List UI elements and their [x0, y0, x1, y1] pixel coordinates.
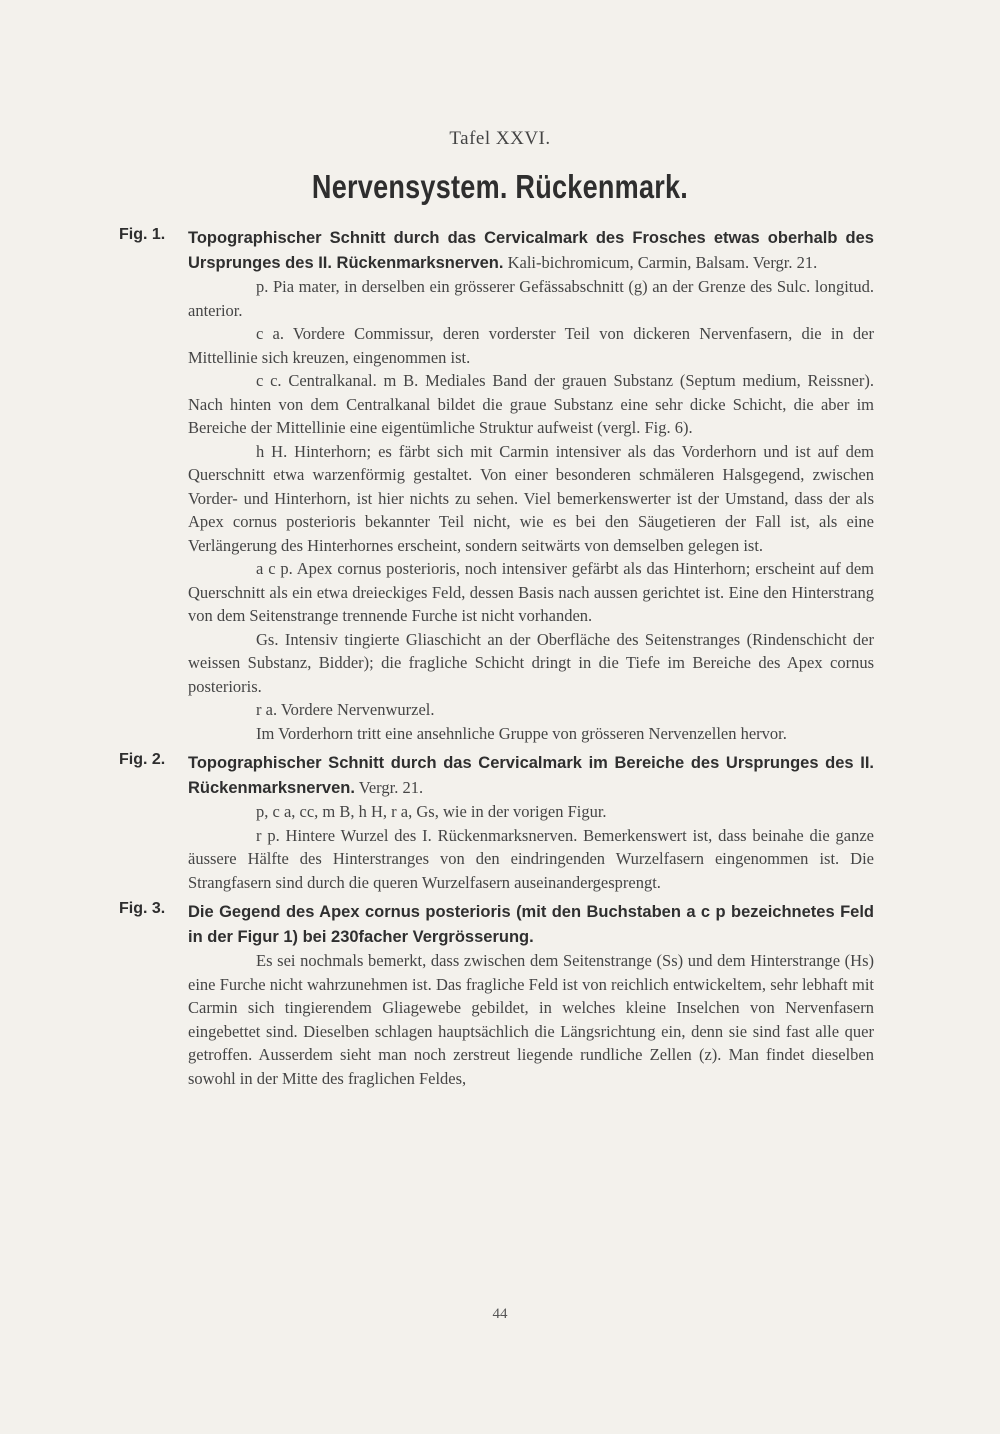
- figure-2-label: Fig. 2.: [119, 751, 166, 768]
- page-number: 44: [492, 1306, 508, 1322]
- figure-3-section: [0, 900, 1000, 1090]
- page-title: Nervensystem. Rückenmark.: [311, 168, 689, 205]
- figure-1-heading-bold: Topographischer Schnitt durch das Cervicalmark des Frosches etwas oberhalb des Ursprunges des II. Rückenmarksnerven.: [188, 229, 874, 272]
- figure-1-paragraph: c c. Centralkanal. m B. Mediales Band der grauen Substanz (Septum medium, Reissner). Nach hinten von dem Centralkanal bildet die graue Substanz eine sehr dicke Schicht, die aber im Bereiche der Mittellinie eine eigentümliche Struktur aufweist (vergl. Fig. 6).: [188, 371, 874, 437]
- page-body: [0, 226, 1000, 1090]
- figure-2-heading-bold: Topographischer Schnitt durch das Cervicalmark im Bereiche des Ursprunges des II. Rückenmarksnerven.: [188, 754, 874, 797]
- figure-3-heading-bold: Die Gegend des Apex cornus posterioris (mit den Buchstaben a c p bezeichnetes Feld in der Figur 1) bei 230facher Vergrösserung.: [188, 903, 874, 946]
- figure-2-paragraph: r p. Hintere Wurzel des I. Rückenmarksnerven. Bemerkenswert ist, dass beinahe die ganze äussere Hälfte des Hinterstranges von den eindringenden Wurzelfasern eingenommen ist. Die Strangfasern sind durch die queren Wurzelfasern auseinandergesprengt.: [188, 825, 874, 892]
- figure-1-paragraph: Gs. Intensiv tingierte Gliaschicht an der Oberfläche des Seitenstranges (Rindenschicht der weissen Substanz, Bidder); die fragliche Schicht dringt in die Tiefe im Bereiche des Apex cornus posterioris.: [188, 629, 874, 696]
- figure-1-paragraph: h H. Hinterhorn; es färbt sich mit Carmin intensiver als das Vorderhorn und ist auf dem Querschnitt etwa warzenförmig gestaltet. Von einer besonderen schmäleren Halsgegend, zwischen Vorder- und Hinterhorn, ist hier nichts zu sehen. Viel bemerkenswerter ist der Umstand, dass der als Apex cornus posterioris bekannter Teil nicht, wie es bei den Säugetieren der Fall ist, als eine Verlängerung des Hinterhornes erscheint, sondern seitwärts von demselben gelegen ist.: [188, 441, 874, 555]
- figure-2-heading-rest: Vergr. 21.: [358, 777, 424, 797]
- figure-1-paragraph: r a. Vordere Nervenwurzel.: [256, 700, 435, 719]
- figure-1-label: Fig. 1.: [119, 226, 166, 243]
- plate-number: Tafel XXVI.: [449, 128, 551, 149]
- figure-1-paragraph: a c p. Apex cornus posterioris, noch intensiver gefärbt als das Hinterhorn; erscheint auf dem Querschnitt als ein etwa dreieckiges Feld, dessen Basis nach aussen gerichtet ist. Eine den Hinterstrang von dem Seitenstrange trennende Furche ist nicht vorhanden.: [188, 559, 874, 625]
- figure-2-section: [0, 751, 1000, 894]
- figure-1-heading-rest: Kali-bichromicum, Carmin, Balsam. Vergr. 21.: [507, 252, 818, 272]
- figure-1-paragraph: p. Pia mater, in derselben ein grösserer Gefässabschnitt (g) an der Grenze des Sulc. longitud. anterior.: [188, 277, 874, 320]
- figure-2-paragraph: p, c a, cc, m B, h H, r a, Gs, wie in der vorigen Figur.: [256, 802, 607, 821]
- figure-1-paragraph: c a. Vordere Commissur, deren vorderster Teil von dickeren Nervenfasern, die in der Mittellinie sich kreuzen, eingenommen ist.: [188, 324, 874, 367]
- figure-1-section: [0, 226, 1000, 745]
- figure-1-paragraph: Im Vorderhorn tritt eine ansehnliche Gruppe von grösseren Nervenzellen hervor.: [256, 723, 787, 743]
- figure-3-paragraph: Es sei nochmals bemerkt, dass zwischen dem Seitenstrange (Ss) und dem Hinterstrange (Hs) eine Furche nicht wahrzunehmen ist. Das fragliche Feld ist von reichlich entwickeltem, sehr lebhaft mit Carmin sich tingierendem Gliagewebe gebildet, in welches kleine Inselchen von Nervenfasern eingebettet sind. Dieselben schlagen hauptsächlich die Längsrichtung ein, denn sie sind fast alle quer getroffen. Ausserdem sieht man noch zerstreut liegende rundliche Zellen (z). Man findet dieselben sowohl in der Mitte des fraglichen Feldes,: [188, 951, 874, 1088]
- figure-3-label: Fig. 3.: [119, 900, 166, 917]
